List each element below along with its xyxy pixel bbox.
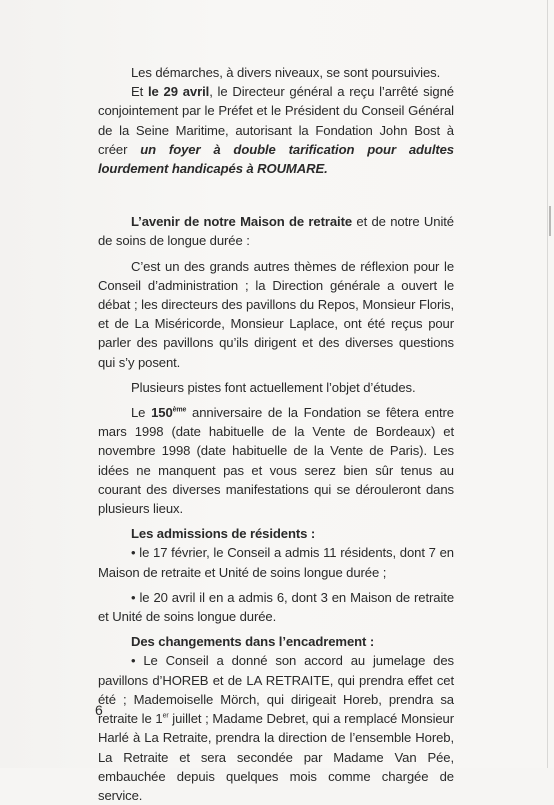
- body-text: [98, 63, 454, 805]
- paragraph-anniversaire: [98, 403, 454, 518]
- paragraph-29-avril: [98, 82, 454, 178]
- text-run: Et: [131, 84, 148, 100]
- scan-mark: [549, 206, 551, 236]
- bold-topic: L’avenir de notre Maison de retraite: [131, 214, 353, 230]
- paragraph-admission-17-fevrier: [98, 543, 454, 581]
- paragraph-jumelage: [98, 651, 454, 805]
- text-run: Le: [131, 405, 152, 421]
- heading-admissions: [98, 524, 454, 543]
- heading-text: Des changements dans l’encadrement :: [131, 634, 375, 650]
- paragraph-text: Plusieurs pistes font actuellement l’objet d’études.: [131, 379, 416, 395]
- page-number: 6: [95, 702, 103, 718]
- bullet-text: • le 20 avril il en a admis 6, dont 3 en Maison de retraite et Unité de soins longue durée.: [98, 589, 454, 625]
- text-run: , le Directeur général a reçu l’arrêté signé conjointement par le Préfet et le Président du Conseil Général de la Seine Maritime, autorisant la Fondation John Bost à créer: [98, 84, 454, 157]
- bold-number: 150: [151, 405, 173, 421]
- paragraph-demarches: [98, 63, 454, 82]
- superscript: er: [162, 712, 169, 720]
- paragraph-admission-20-avril: [98, 588, 454, 626]
- text-run: juillet ; Madame Debret, qui a remplacé Monsieur Harlé à La Retraite, prendra la direction de l’ensemble Horeb, La Retraite et sera secondée par Madame Van Pée, embauchée depuis quelques mois comme chargée de service.: [98, 711, 455, 803]
- bold-italic-highlight: un foyer à double tarification pour adultes lourdement handicapés à ROUMARE.: [98, 141, 454, 177]
- paragraph-pistes: [98, 378, 454, 397]
- heading-encadrement: [98, 632, 454, 651]
- text-run: et de notre Unité de soins de longue durée :: [98, 214, 454, 249]
- bold-date: le 29 avril: [148, 84, 210, 100]
- heading-text: Les admissions de résidents :: [131, 526, 316, 542]
- text-run: • Le Conseil a donné son accord au jumelage des pavillons d’HOREB et de LA RETRAITE, qui prendra effet cet été ; Mademoiselle Mörch, qui dirigeait Horeb, prendra sa retraite le 1: [98, 653, 454, 727]
- superscript: ème: [172, 406, 187, 414]
- paragraph-text: C’est un des grands autres thèmes de réflexion pour le Conseil d’administration ; la Direction générale a ouvert le débat ; les directeurs des pavillons du Repos, Monsieur Floris, et de La Miséricorde, Monsieur Laplace, ont été reçus pour parler des pavillons qu’ils dirigent et des diverses questions qui s’y posent.: [98, 258, 454, 370]
- paragraph-text: Les démarches, à divers niveaux, se sont poursuivies.: [131, 65, 441, 80]
- text-run: anniversaire de la Fondation se fêtera entre mars 1998 (date habituelle de la Vente de Bordeaux) et novembre 1998 (date habituelle de la Vente de Paris). Les idées ne manquent pas et vous serez bien sûr tenus au courant des diverses manifestations qui se dérouleront dans plusieurs lieux.: [98, 405, 454, 517]
- paragraph-avenir: [98, 212, 454, 250]
- bullet-text: • le 17 février, le Conseil a admis 11 résidents, dont 7 en Maison de retraite et Unité de soins longue durée ;: [98, 545, 454, 580]
- paragraph-reflexion: [98, 257, 454, 372]
